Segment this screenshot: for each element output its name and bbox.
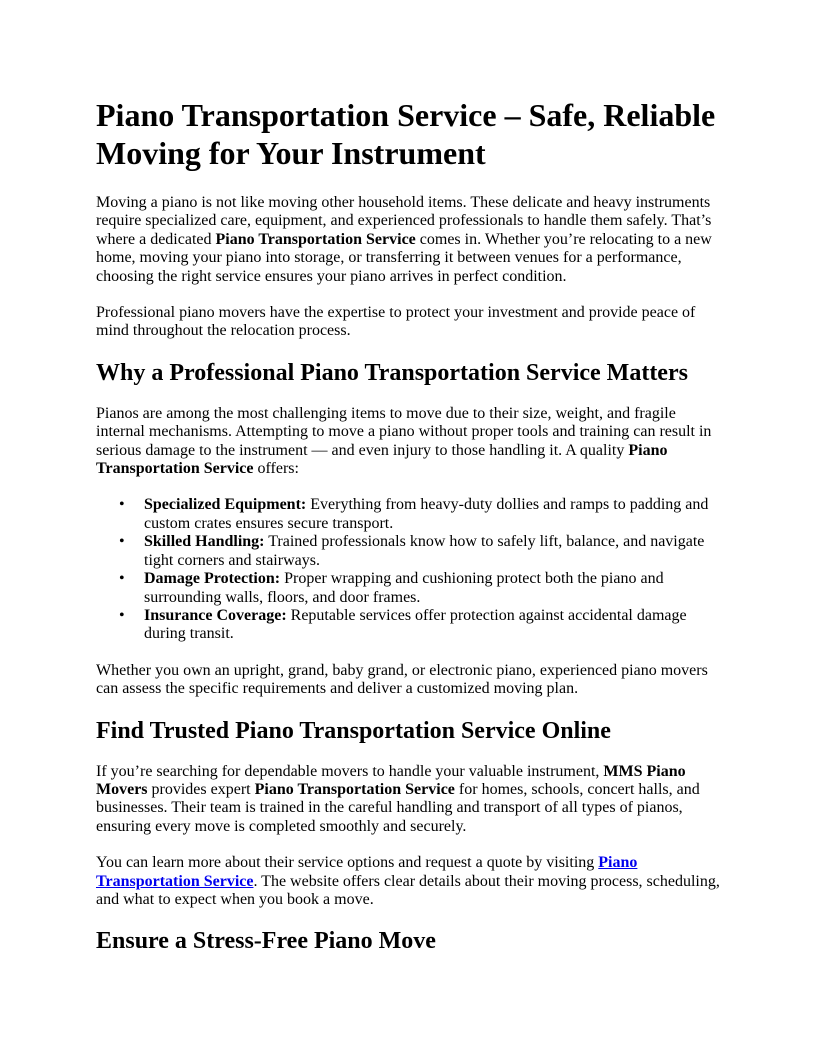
find-p1-bold-service: Piano Transportation Service [254, 780, 455, 798]
list-item-text: Proper wrapping and cushioning protect both the piano and surrounding walls, floors, and door frames. [144, 570, 664, 606]
list-item-label: Damage Protection: [144, 570, 281, 588]
bullet-icon: • [119, 570, 125, 588]
piano-transportation-service-link[interactable]: Piano Transportation Service [96, 854, 638, 890]
intro-paragraph-1 [96, 194, 722, 286]
benefits-list [96, 496, 722, 643]
list-item-text: Trained professionals know how to safely lift, balance, and navigate tight corners and stairways. [144, 533, 705, 569]
intro-p1-text-before: Moving a piano is not like moving other household items. These delicate and heavy instruments require specialized care, equipment, and experienced professionals to handle them safely. That’s where a dedicated [96, 194, 712, 248]
section-heading-why: Why a Professional Piano Transportation Service Matters [96, 359, 688, 386]
find-p1-text-2: provides expert [147, 780, 255, 798]
find-p2-text-after: . The website offers clear details about their moving process, scheduling, and what to expect when you book a move. [96, 872, 720, 908]
find-paragraph-1 [96, 763, 722, 837]
intro-paragraph-2: Professional piano movers have the expertise to protect your investment and provide peace of mind throughout the relocation process. [96, 304, 696, 340]
find-p1-text-3: for homes, schools, concert halls, and businesses. Their team is trained in the careful handling and transport of all types of pianos, ensuring every move is completed smoothly and securely. [96, 780, 700, 835]
why-p1-bold: Piano Transportation Service [96, 441, 668, 478]
section-heading-find: Find Trusted Piano Transportation Service Online [96, 717, 611, 744]
list-item-text: Reputable services offer protection against accidental damage during transit. [144, 606, 687, 643]
list-item [119, 496, 722, 533]
list-item-text: Everything from heavy-duty dollies and ramps to padding and custom crates ensures secure transport. [144, 496, 709, 532]
bullet-icon: • [119, 533, 125, 551]
intro-p1-text-after: comes in. Whether you’re relocating to a new home, moving your piano into storage, or transferring it between venues for a performance, choosing the right service ensures your piano arrives in perfect condition. [96, 230, 712, 285]
list-item [119, 570, 722, 607]
why-paragraph-2: Whether you own an upright, grand, baby grand, or electronic piano, experienced piano movers can assess the specific requirements and deliver a customized moving plan. [96, 661, 708, 698]
find-p1-bold-company: MMS Piano Movers [96, 762, 686, 798]
list-item [119, 533, 722, 570]
why-p1-text-after: offers: [253, 460, 299, 478]
list-item [119, 606, 722, 644]
document-page [96, 96, 722, 973]
list-item-label: Specialized Equipment: [144, 496, 307, 514]
intro-p1-bold: Piano Transportation Service [215, 230, 416, 248]
why-paragraph-1 [96, 405, 722, 479]
section-heading-ensure: Ensure a Stress-Free Piano Move [96, 928, 436, 955]
find-paragraph-2 [96, 854, 722, 909]
list-item-label: Insurance Coverage: [144, 606, 287, 624]
bullet-icon: • [119, 496, 125, 514]
why-p1-text-before: Pianos are among the most challenging items to move due to their size, weight, and fragile internal mechanisms. Attempting to move a piano without proper tools and training can result in serious damage to the instrument — and even injury to those handling it. A quality [96, 404, 712, 459]
bullet-icon: • [119, 606, 125, 624]
list-item-label: Skilled Handling: [144, 533, 265, 551]
page-title: Piano Transportation Service – Safe, Reliable Moving for Your Instrument [96, 97, 716, 171]
find-p2-text-before: You can learn more about their service options and request a quote by visiting [96, 854, 599, 872]
find-p1-text-1: If you’re searching for dependable movers to handle your valuable instrument, [96, 762, 604, 780]
